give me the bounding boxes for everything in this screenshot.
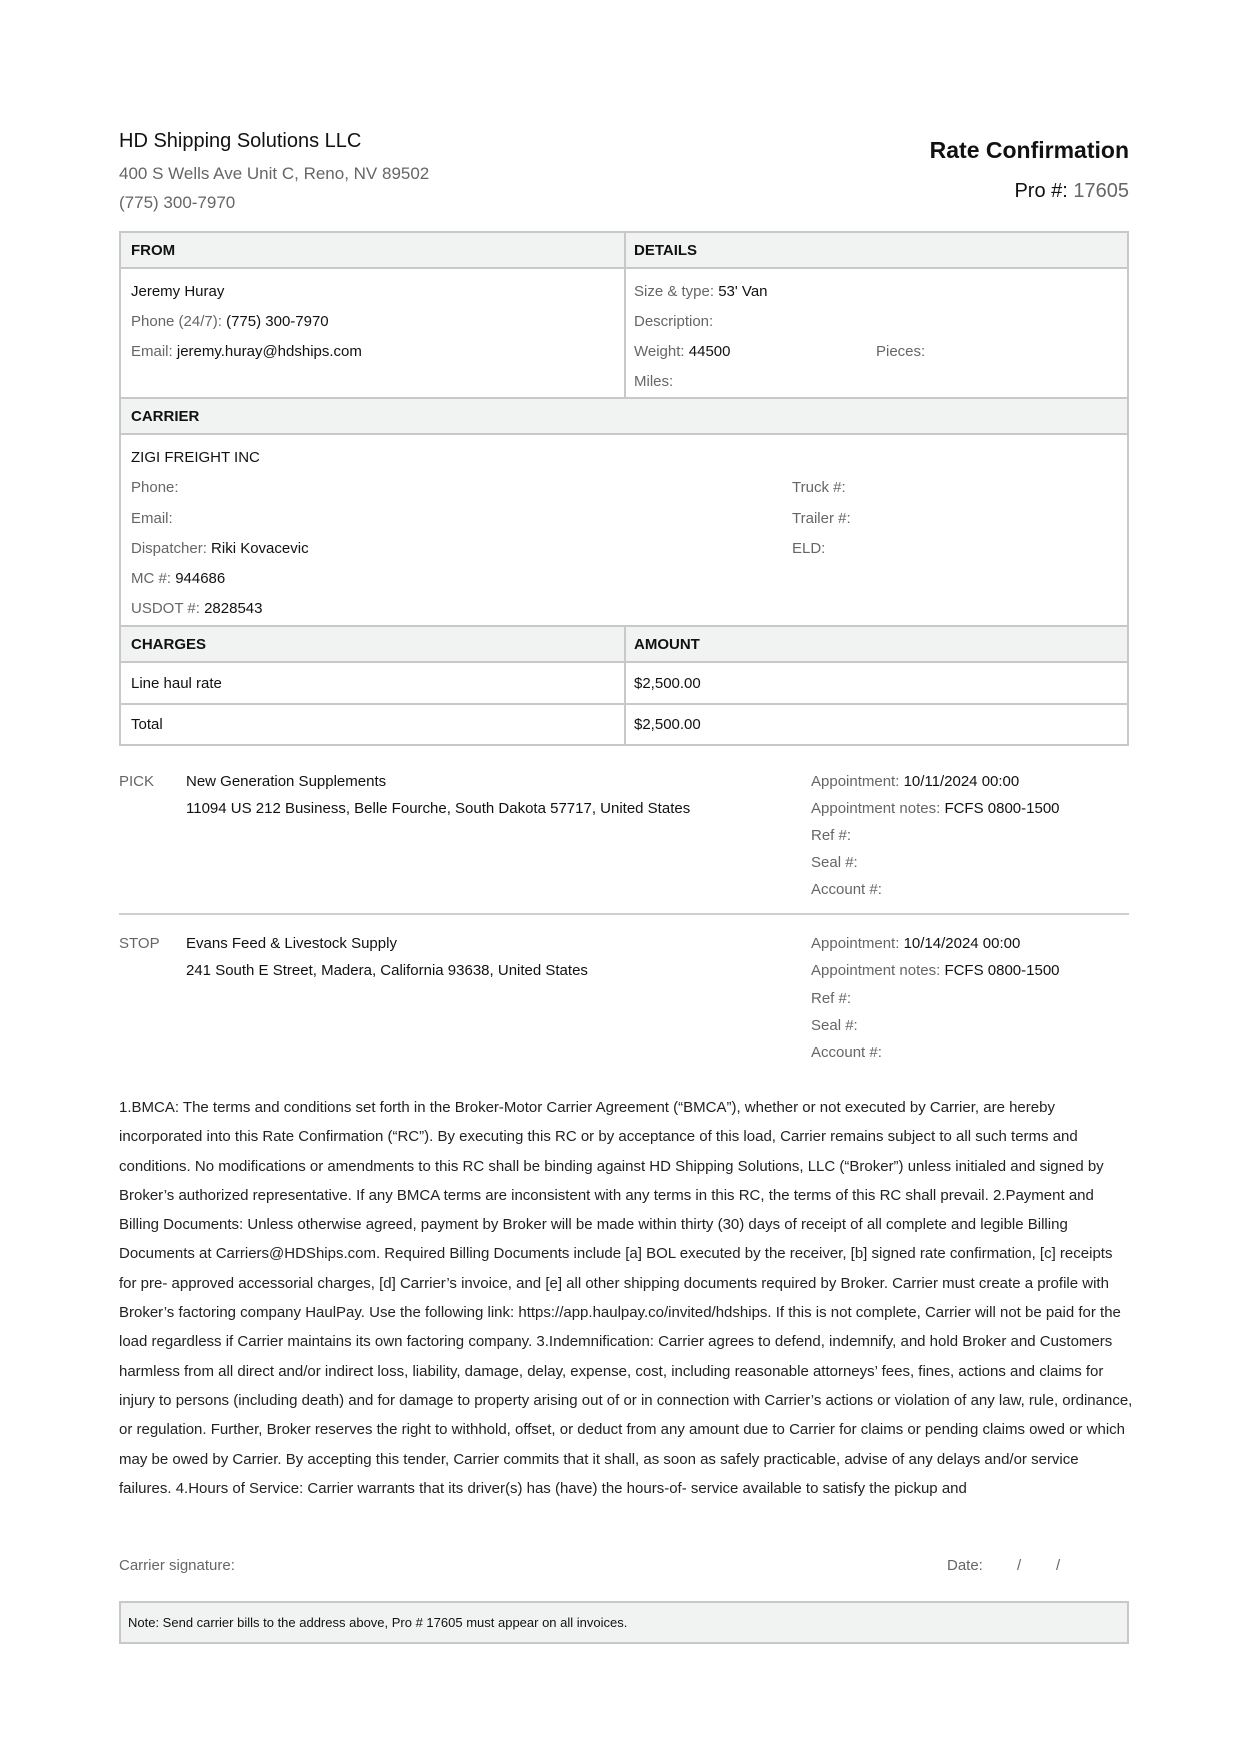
pick-appointment-notes: Appointment notes: FCFS 0800-1500 — [811, 800, 1060, 817]
carrier-eld: ELD: — [792, 540, 826, 557]
signature-date-label: Date: — [947, 1557, 983, 1574]
pick-name: New Generation Supplements — [186, 773, 387, 790]
carrier-email: Email: — [131, 510, 173, 527]
stop-appointment: Appointment: 10/14/2024 00:00 — [811, 935, 1021, 952]
from-email: Email: jeremy.huray@hdships.com — [131, 343, 362, 360]
pro-value: 17605 — [1073, 180, 1129, 202]
pro-label: Pro #: — [1014, 180, 1068, 202]
charges-table — [119, 625, 1129, 746]
total-amount: $2,500.00 — [634, 716, 701, 733]
details-weight: Weight: 44500 — [634, 343, 731, 360]
company-name: HD Shipping Solutions LLC — [119, 130, 362, 152]
date-separator: / — [1017, 1557, 1022, 1574]
pro-number — [1014, 180, 1129, 203]
details-miles: Miles: — [634, 373, 674, 390]
carrier-table — [119, 397, 1129, 627]
company-address: 400 S Wells Ave Unit C, Reno, NV 89502 — [119, 164, 430, 183]
carrier-phone: Phone: — [131, 479, 179, 496]
stop-appointment-notes: Appointment notes: FCFS 0800-1500 — [811, 962, 1060, 979]
stop-account: Account #: — [811, 1044, 882, 1061]
amount-heading: AMOUNT — [634, 636, 700, 653]
pick-account: Account #: — [811, 881, 882, 898]
company-phone: (775) 300-7970 — [119, 193, 236, 212]
carrier-mc: MC #: 944686 — [131, 570, 226, 587]
billing-note: Note: Send carrier bills to the address above, Pro # 17605 must appear on all invoices. — [119, 1601, 1129, 1644]
from-details-table — [119, 231, 1129, 399]
terms-and-conditions: 1.BMCA: The terms and conditions set forth in the Broker-Motor Carrier Agreement (“BMCA”), whether or not executed by Carrier, are hereby incorporated into this Rate Confirmation (“RC”). By executing this RC or by acceptance of this load, Carrier remains subject to all such terms and conditions. No modifications or amendments to this RC shall be binding against HD Shipping Solutions, LLC (“Broker”) unless initialed and signed by Broker’s authorized representative. If any BMCA terms are inconsistent with any terms in this RC, the terms of this RC shall prevail. 2.Payment and Billing Documents: Unless otherwise agreed, payment by Broker will be made within thirty (30) days of receipt of all complete and legible Billing Documents at Carriers@HDShips.com. Required Billing Documents include [a] BOL executed by the receiver, [b] signed rate confirmation, [c] receipts for pre- approved accessorial charges, [d] Carrier’s invoice, and [e] all other shipping documents required by Broker. Carrier must create a profile with Broker’s factoring company HaulPay. Use the following link: https://app.haulpay.co/invited/hdships. If this is not complete, Carrier will not be paid for the load regardless if Carrier maintains its own factoring company. 3.Indemnification: Carrier agrees to defend, indemnify, and hold Broker and Customers harmless from all direct and/or indirect loss, liability, damage, delay, expense, cost, including reasonable attorneys’ fees, fines, actions and claims for injury to persons (including death) and for damage to property arising out of or in connection with Carrier’s actions or violation of any law, rule, ordinance, or regulation. Further, Broker reserves the right to withhold, offset, or deduct from any amount due to Carrier for claims or pending claims owed or which may be owed by Carrier. By accepting this tender, Carrier commits that it shall, as soon as safely practicable, advise of any delays and/or service failures. 4.Hours of Service: Carrier warrants that its driver(s) has (have) the hours-of- service available to satisfy the pickup and — [119, 1099, 1133, 1497]
stop-ref: Ref #: — [811, 990, 852, 1007]
date-separator: / — [1056, 1557, 1061, 1574]
carrier-usdot: USDOT #: 2828543 — [131, 600, 263, 617]
carrier-truck: Truck #: — [792, 479, 846, 496]
stop-address: 241 South E Street, Madera, California 93638, United States — [186, 962, 588, 979]
carrier-name: ZIGI FREIGHT INC — [131, 449, 260, 466]
details-heading: DETAILS — [634, 242, 698, 259]
carrier-trailer: Trailer #: — [792, 510, 851, 527]
pick-address: 11094 US 212 Business, Belle Fourche, South Dakota 57717, United States — [186, 800, 691, 817]
pick-seal: Seal #: — [811, 854, 858, 871]
stop-type: STOP — [119, 935, 160, 952]
pick-type: PICK — [119, 773, 155, 790]
stop-seal: Seal #: — [811, 1017, 858, 1034]
document-title: Rate Confirmation — [929, 137, 1129, 163]
from-name: Jeremy Huray — [131, 283, 225, 300]
carrier-dispatcher: Dispatcher: Riki Kovacevic — [131, 540, 309, 557]
stop-divider — [119, 913, 1129, 915]
stop-name: Evans Feed & Livestock Supply — [186, 935, 397, 952]
carrier-signature-label: Carrier signature: — [119, 1557, 235, 1574]
details-size-type: Size & type: 53' Van — [634, 283, 768, 300]
details-description: Description: — [634, 313, 714, 330]
from-phone: Phone (24/7): (775) 300-7970 — [131, 313, 329, 330]
charge-row-label: Line haul rate — [131, 675, 222, 692]
from-heading: FROM — [131, 242, 176, 259]
charges-heading: CHARGES — [131, 636, 207, 653]
carrier-heading: CARRIER — [131, 408, 200, 425]
details-pieces: Pieces: — [876, 343, 926, 360]
pick-ref: Ref #: — [811, 827, 852, 844]
total-label: Total — [131, 716, 163, 733]
pick-appointment: Appointment: 10/11/2024 00:00 — [811, 773, 1020, 790]
charge-row-amount: $2,500.00 — [634, 675, 701, 692]
